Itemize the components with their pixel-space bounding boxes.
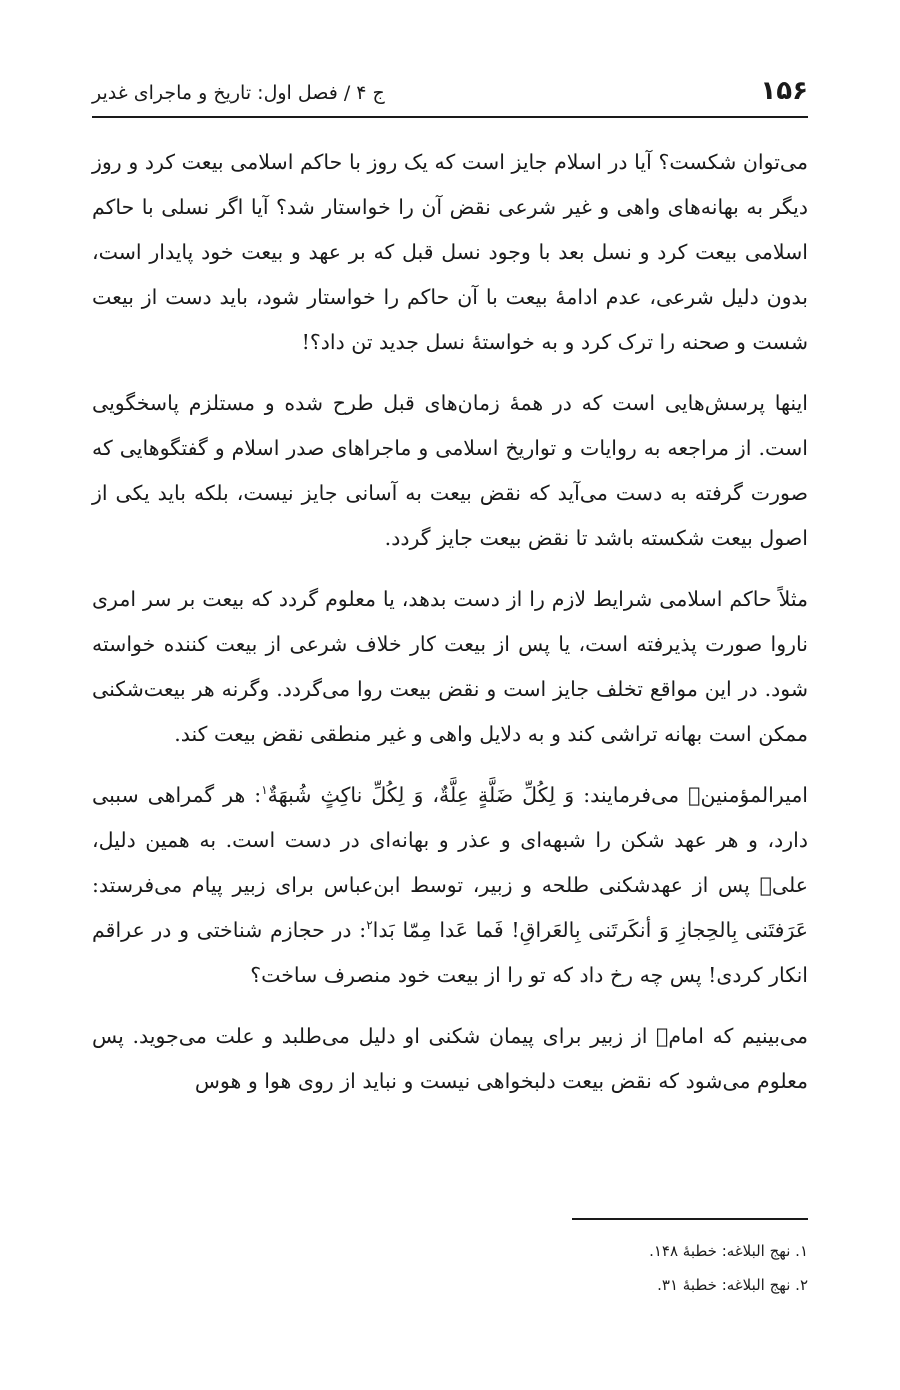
- book-page: [92, 0, 808, 1390]
- footnote: ۱. نهج البلاغه: خطبهٔ ۱۴۸.: [649, 1242, 808, 1260]
- footnote-divider: [572, 1218, 808, 1220]
- footnote: ۲. نهج البلاغه: خطبهٔ ۳۱.: [657, 1276, 808, 1294]
- footnote-ref[interactable]: ۱: [261, 783, 268, 798]
- page-number: ۱۵۶: [760, 76, 808, 106]
- footnotes: [92, 1234, 808, 1302]
- paragraph: مثلاً حاکم اسلامی شرایط لازم را از دست بدهد، یا معلوم گردد که بیعت بر سر امری ناروا صورت پذیرفته است، یا پس از بیعت کار خلاف شرعی از بیعت کننده خواسته شود. در این مواقع تخلف جایز است و نقض بیعت روا می‌گردد. وگرنه هر بیعت‌شکنی ممکن است بهانه تراشی کند و به دلایل واهی و غیر منطقی نقض بیعت کند.: [92, 587, 808, 746]
- paragraph: می‌بینیم که امام﷣ از زبیر برای پیمان شکنی او دلیل می‌طلبد و علت می‌جوید. پس معلوم می‌شود که نقض بیعت دلبخواهی نیست و نباید از روی هوا و هوس: [92, 1024, 808, 1093]
- paragraph: می‌توان شکست؟ آیا در اسلام جایز است که یک روز با حاکم اسلامی بیعت کرد و روز دیگر به بهانه‌های واهی و غیر شرعی نقض آن را خواستار شد؟ آیا اگر نسلی با حاکم اسلامی بیعت کرد و نسل بعد با وجود نسل قبل که بر عهد و بیعت خود پایدار است، بدون دلیل شرعی، عدم ادامهٔ بیعت با آن حاکم را خواستار شود، باید دست از بیعت شست و صحنه را ترک کرد و به خواستهٔ نسل جدید تن داد؟!: [92, 150, 808, 354]
- main-text: [92, 140, 808, 1120]
- running-header: [92, 66, 808, 118]
- chapter-title: ج ۴ / فصل اول: تاریخ و ماجرای غدیر: [92, 82, 385, 104]
- paragraph-text: : در حجازم شناختی و در عراقم انکار کردی! پس چه رخ داد که تو را از بیعت خود منصرف ساخت؟: [92, 918, 808, 987]
- footnote-ref[interactable]: ۲: [366, 918, 373, 933]
- paragraph-text: : هر گمراهی سببی دارد، و هر عهد شکن را شبهه‌ای و عذر و بهانه‌ای در دست است. به همین دلیل، علی﷣ پس از عهدشکنی طلحه و زبیر، توسط ابن‌عباس برای زبیر پیام می‌فرستد: عَرَفتَنی بِالحِجازِ وَ أنکَرتَنی بِالعَراقِ! فَما عَدا مِمّا بَدا: [92, 783, 808, 942]
- paragraph: [92, 773, 808, 998]
- paragraph-text: امیرالمؤمنین﷣ می‌فرمایند: وَ لِکُلِّ ضَلَّةٍ عِلَّةٌ، وَ لِکُلِّ ناکِثٍ شُبهَةٌ: [267, 783, 808, 807]
- paragraph: اینها پرسش‌هایی است که در همهٔ زمان‌های قبل طرح شده و مستلزم پاسخگویی است. از مراجعه به روایات و تواریخ اسلامی و ماجراهای صدر اسلام و گفتگوهایی که صورت گرفته به دست می‌آید که نقض بیعت به آسانی جایز نیست، بلکه باید یکی از اصول بیعت شکسته باشد تا نقض بیعت جایز گردد.: [92, 391, 808, 550]
